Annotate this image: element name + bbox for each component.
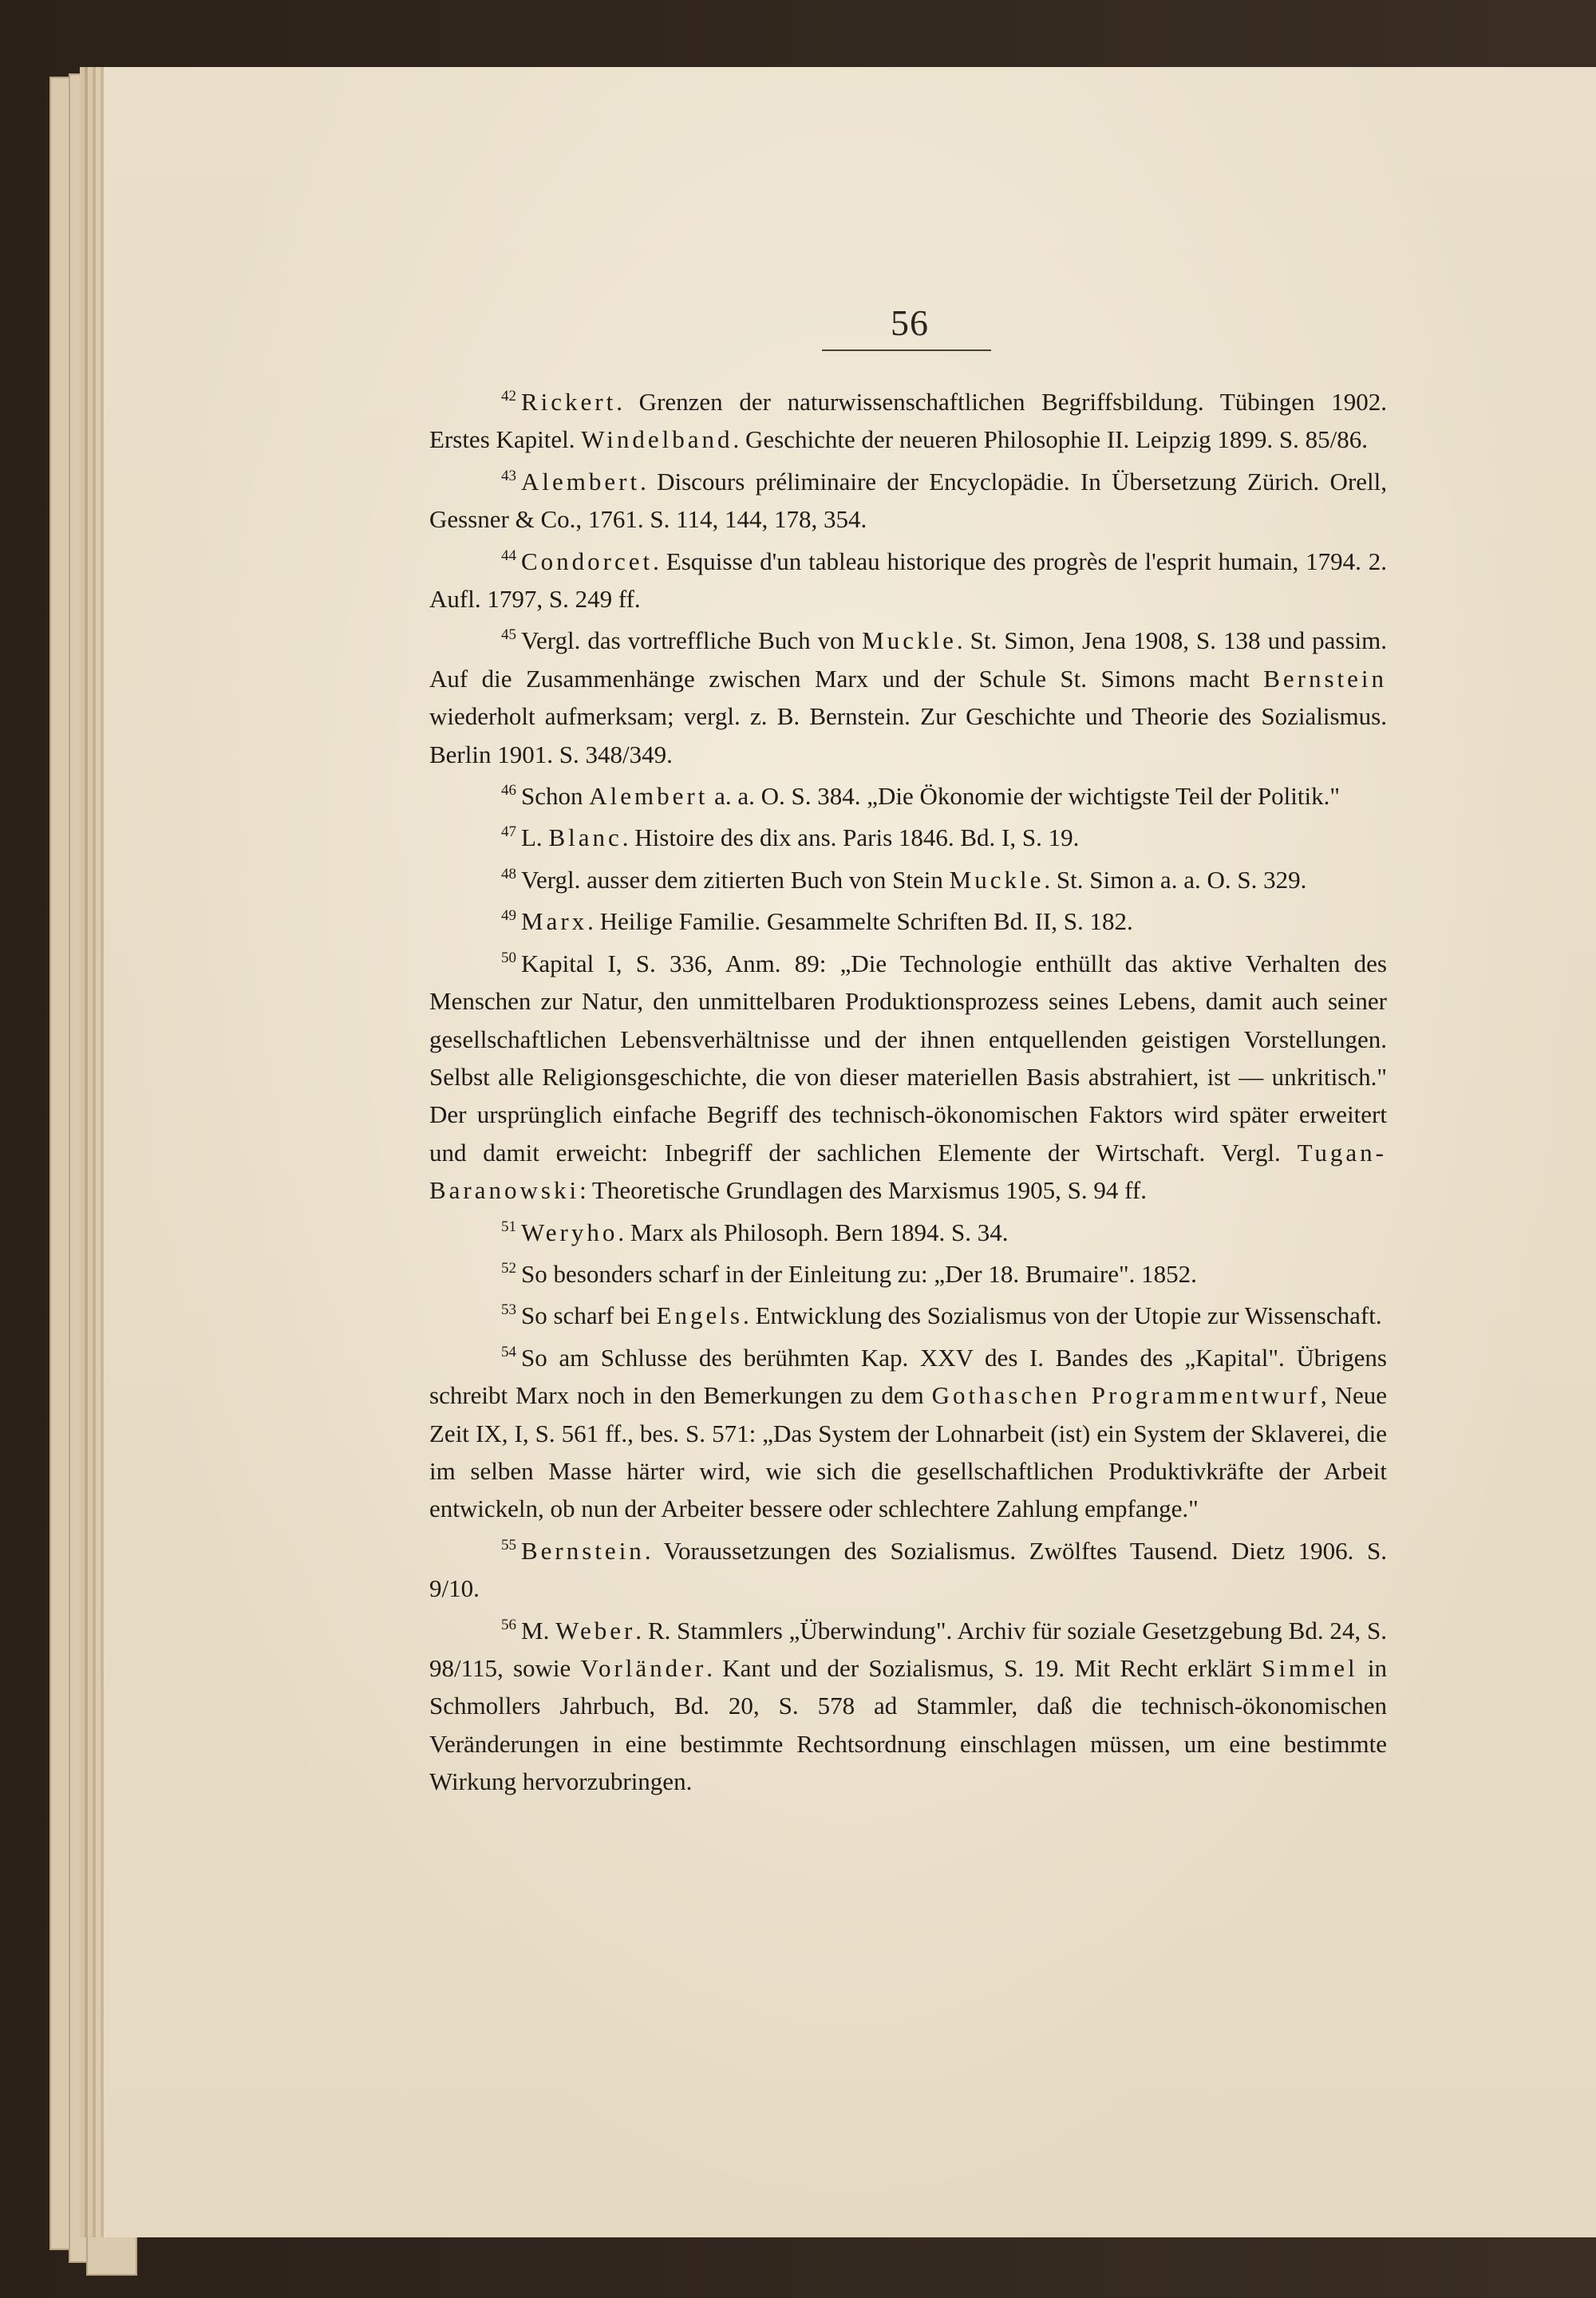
spaced-name: Condorcet	[521, 547, 654, 575]
spaced-name: Blanc	[548, 823, 622, 852]
page-number: 56	[891, 302, 929, 343]
footnote-number: 54	[501, 1343, 516, 1360]
footnote-53	[429, 1297, 1387, 1334]
page-number-rule	[822, 349, 991, 351]
spaced-name: Alembert	[589, 782, 709, 811]
footnote-text: . Marx als Philosoph. Bern 1894. S. 34.	[618, 1218, 1009, 1246]
footnote-text: Vergl. das vortreffliche Buch von	[521, 626, 863, 655]
footnote-text: Vergl. ausser dem zitierten Buch von Stein	[521, 865, 950, 894]
footnote-54	[429, 1339, 1387, 1528]
footnotes	[429, 383, 1387, 1805]
footnote-text: : Theoretische Grundlagen des Marxismus 1905, S. 94 ff.	[579, 1176, 1147, 1205]
footnote-number: 44	[501, 547, 516, 564]
footnote-text: a. a. O. S. 384. „Die Ökonomie der wichtigste Teil der Politik."	[708, 782, 1340, 811]
footnote-text: M.	[521, 1616, 556, 1645]
footnote-50	[429, 945, 1387, 1210]
footnote-text: , Neue Zeit IX, I, S. 561 ff., bes. S. 571: „Das System der Lohnarbeit (ist) ein System der Sklaverei, die im selben Masse härter wird, wie sich die gesellschaftlichen Produktivkräfte der Arbeit entwickeln, ob nun der Arbeiter bessere oder schlechtere Zahlung empfange."	[429, 1381, 1387, 1523]
spaced-name: Tugan-Baranowski	[429, 1138, 1387, 1205]
footnote-46	[429, 777, 1387, 815]
footnote-text: . R. Stammlers „Überwindung". Archiv für soziale Gesetzgebung Bd. 24, S. 98/115, sowie	[429, 1616, 1387, 1682]
footnote-text: . Entwicklung des Sozialismus von der Utopie zur Wissenschaft.	[742, 1301, 1382, 1330]
footnote-number: 51	[501, 1218, 516, 1235]
footnote-52	[429, 1255, 1387, 1293]
footnote-text: So am Schlusse des berühmten Kap. XXV des I. Bandes des „Kapital". Übrigens schreibt Marx noch in den Bemerkungen zu dem	[429, 1343, 1387, 1410]
footnote-text: . St. Simon, Jena 1908, S. 138 und passim. Auf die Zusammenhänge zwischen Marx und der Schule St. Simons macht	[429, 626, 1387, 693]
spaced-name: Weryho	[521, 1218, 618, 1246]
footnote-49	[429, 902, 1387, 940]
footnote-51	[429, 1214, 1387, 1251]
footnote-number: 46	[501, 782, 516, 800]
footnote-56	[429, 1612, 1387, 1801]
footnote-number: 49	[501, 907, 516, 925]
footnote-text: . Grenzen der naturwissenschaftlichen Begriffsbildung. Tübingen 1902. Erstes Kapitel.	[429, 388, 1387, 454]
footnote-42	[429, 383, 1387, 459]
footnote-45	[429, 622, 1387, 773]
spaced-name: Vorländer	[580, 1654, 707, 1682]
spaced-name: Windelband	[581, 425, 733, 454]
footnote-number: 50	[501, 949, 516, 966]
footnote-number: 53	[501, 1301, 516, 1319]
footnote-number: 55	[501, 1536, 516, 1554]
footnote-47	[429, 819, 1387, 856]
footnote-text: . Heilige Familie. Gesammelte Schriften Bd. II, S. 182.	[587, 907, 1133, 936]
footnote-text: Kapital I, S. 336, Anm. 89: „Die Technologie enthüllt das aktive Verhalten des Menschen zur Natur, den unmittelbaren Produktionsprozess seines Lebens, damit auch seiner gesellschaftlichen Lebensverhältnisse und der ihnen entquellenden geistigen Vorstellungen. Selbst alle Religionsgeschichte, die von dieser materiellen Basis abstrahiert, ist — unkritisch." Der ursprünglich einfache Begriff des technisch-ökonomischen Faktors wird später erweitert und damit erweicht: Inbegriff der sachlichen Elemente der Wirtschaft. Vergl.	[429, 949, 1387, 1167]
footnote-number: 47	[501, 823, 516, 841]
footnote-number: 42	[501, 388, 516, 405]
footnote-number: 43	[501, 467, 516, 484]
spaced-name: Simmel	[1262, 1654, 1358, 1682]
footnote-number: 48	[501, 865, 516, 882]
footnote-text: . St. Simon a. a. O. S. 329.	[1044, 865, 1307, 894]
footnote-48	[429, 861, 1387, 898]
footnote-text: . Kant und der Sozialismus, S. 19. Mit Recht erklärt	[706, 1654, 1262, 1682]
footnote-text: So scharf bei	[521, 1301, 657, 1330]
footnote-text: in Schmollers Jahrbuch, Bd. 20, S. 578 ad Stammler, daß die technisch-ökonomischen Veränderungen in eine bestimmte Rechtsordnung einschlagen müssen, um eine bestimmte Wirkung hervorzubringen.	[429, 1654, 1387, 1796]
spaced-name: Marx	[521, 907, 588, 936]
spaced-name: Gothaschen Programmentwurf	[931, 1381, 1321, 1410]
spaced-name: Alembert	[521, 467, 641, 496]
footnote-text: So besonders scharf in der Einleitung zu: „Der 18. Brumaire". 1852.	[521, 1259, 1197, 1288]
footnote-text: wiederholt aufmerksam; vergl. z. B. Bernstein. Zur Geschichte und Theorie des Sozialismus. Berlin 1901. S. 348/349.	[429, 702, 1387, 768]
footnote-43	[429, 463, 1387, 539]
spaced-name: Engels	[656, 1301, 743, 1330]
footnote-text: . Discours préliminaire der Encyclopädie. In Übersetzung Zürich. Orell, Gessner & Co., 1761. S. 114, 144, 178, 354.	[429, 467, 1387, 534]
footnote-text: . Voraussetzungen des Sozialismus. Zwölftes Tausend. Dietz 1906. S. 9/10.	[429, 1536, 1387, 1603]
spaced-name: Muckle	[862, 626, 957, 655]
footnote-text: L.	[521, 823, 549, 852]
footnote-text: Schon	[521, 782, 590, 811]
footnote-number: 45	[501, 626, 516, 644]
spaced-name: Bernstein	[1263, 664, 1387, 693]
footnote-text: . Geschichte der neueren Philosophie II. Leipzig 1899. S. 85/86.	[733, 425, 1369, 454]
footnote-44	[429, 543, 1387, 618]
spaced-name: Muckle	[949, 865, 1045, 894]
footnote-text: . Esquisse d'un tableau historique des progrès de l'esprit humain, 1794. 2. Aufl. 1797, S. 249 ff.	[429, 547, 1387, 614]
footnote-text: . Histoire des dix ans. Paris 1846. Bd. I, S. 19.	[622, 823, 1080, 852]
footnote-number: 56	[501, 1616, 516, 1633]
spaced-name: Bernstein	[521, 1536, 645, 1565]
spaced-name: Weber	[555, 1616, 636, 1645]
spaced-name: Rickert	[521, 388, 617, 416]
footnote-number: 52	[501, 1259, 516, 1277]
footnote-55	[429, 1532, 1387, 1608]
